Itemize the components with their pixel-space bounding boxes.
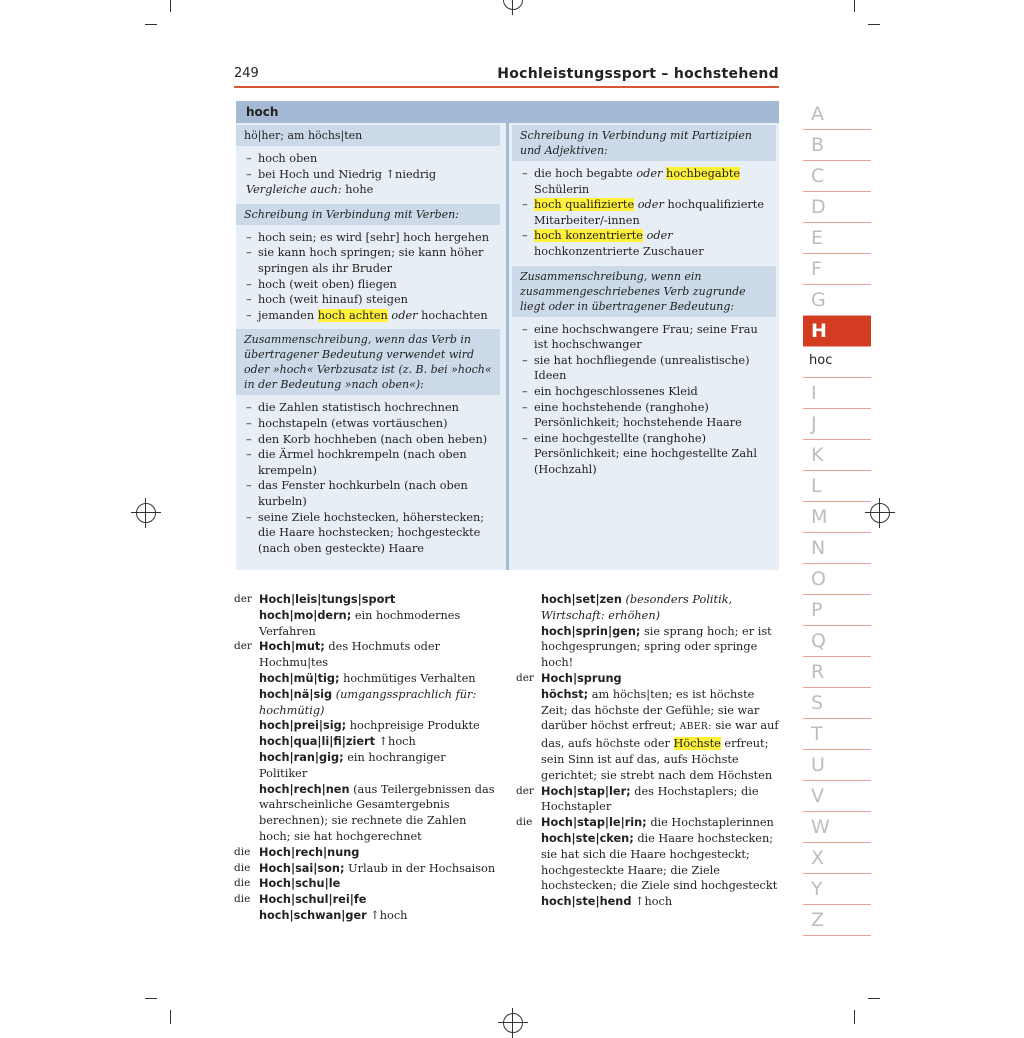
entry-text: ↑hoch: [370, 908, 408, 922]
headword: hoch|mo|dern;: [259, 608, 352, 622]
example-text: die hoch begabte: [534, 167, 633, 180]
headword: hoch|ste|cken;: [541, 831, 634, 845]
example-text: jemanden: [258, 308, 315, 322]
thumb-letter-g[interactable]: G: [803, 285, 871, 316]
thumb-letter-c[interactable]: C: [803, 161, 871, 192]
dictionary-entry: [516, 687, 781, 784]
headword: hoch|mü|tig;: [259, 671, 340, 685]
thumb-active-sub: hoc: [803, 347, 871, 378]
running-head: Hochleistungssport – hochstehend: [497, 66, 779, 82]
registration-mark: [136, 503, 156, 523]
dictionary-entry: [234, 876, 496, 892]
entry-text: ↑hoch: [635, 895, 673, 909]
example-item: – ein hochgeschlossenes Kleid: [522, 384, 768, 400]
headword: Hoch|leis|tungs|sport: [259, 593, 396, 606]
or-word: oder: [636, 167, 663, 180]
thumb-letter-k[interactable]: K: [803, 440, 871, 471]
headword: Hoch|schu|le: [259, 877, 341, 891]
headword: hoch|nä|sig: [259, 687, 333, 701]
example-item: – hoch (weit oben) fliegen: [246, 277, 492, 293]
entry-text: hochpreisige Produkte: [349, 719, 480, 733]
basic-examples: [236, 146, 500, 204]
dictionary-entry: [516, 624, 781, 671]
dictionary-entry: [234, 671, 496, 687]
page-header: [234, 66, 779, 88]
entry-text: die Hochstaplerinnen: [650, 816, 774, 830]
dictionary-entry: [234, 892, 496, 908]
headword: hoch|ste|hend: [541, 895, 632, 909]
or-word: oder: [637, 198, 664, 212]
dictionary-entry: [516, 592, 781, 624]
article: der: [234, 593, 252, 605]
verbs-heading: Schreibung in Verbindung mit Verben:: [236, 204, 500, 225]
see-also: [246, 182, 492, 198]
example-item: – hoch (weit hinauf) steigen: [246, 292, 492, 308]
example-item: – sie kann hoch springen; sie kann höher springen als ihr Bruder: [246, 245, 492, 276]
example-item: – den Korb hochheben (nach oben heben): [246, 432, 492, 448]
entry-text: hochmütiges Verhalten: [343, 671, 476, 685]
headword: Hoch|rech|nung: [259, 845, 360, 859]
merge-heading: Zusammenschreibung, wenn ein zusammengeschriebenes Verb zugrunde liegt oder in übertragener Bedeutung:: [512, 266, 776, 317]
example-item: – hoch oben: [246, 151, 492, 167]
highlighted-term: hoch achten: [317, 308, 388, 322]
thumb-letter-d[interactable]: D: [803, 192, 871, 223]
example-text: Schülerin: [534, 182, 590, 196]
see-also-label: Vergleiche auch:: [246, 183, 342, 197]
thumb-letter-o[interactable]: O: [803, 564, 871, 595]
example-item: – sie hat hochfliegende (unrealistische) Ideen: [522, 353, 768, 384]
entry-text: die Haare hochstecken; sie hat sich die Haare hochgesteckt; hochgesteckte Haare; die Ziele hochstecken; die Ziele sind hochgesteckt: [541, 831, 778, 893]
thumb-letter-f[interactable]: F: [803, 254, 871, 285]
example-item: – eine hochstehende (ranghohe) Persönlichkeit; hochstehende Haare: [522, 400, 768, 431]
dictionary-entry: [234, 639, 496, 671]
thumb-letter-l[interactable]: L: [803, 471, 871, 502]
page-number: 249: [234, 66, 259, 81]
registration-mark: [503, 1013, 523, 1033]
article: die: [516, 816, 533, 829]
dictionary-entry: [234, 861, 496, 877]
highlighted-term: hochbegabte: [666, 167, 741, 180]
dictionary-entry: [234, 750, 496, 782]
example-item: [246, 308, 492, 324]
thumb-letter-m[interactable]: M: [803, 502, 871, 533]
highlighted-term: Höchste: [673, 737, 721, 751]
participle-heading: Schreibung in Verbindung mit Partizipien und Adjektiven:: [512, 125, 776, 161]
crop-mark: [868, 24, 880, 25]
entry-text: ein hochmodernes Verfahren: [259, 608, 461, 638]
entries-right-column: [516, 592, 781, 910]
thumb-letter-b[interactable]: B: [803, 130, 871, 161]
see-also-value: hohe: [345, 183, 374, 197]
headword: hoch|set|zen: [541, 593, 622, 606]
thumb-letter-x[interactable]: X: [803, 843, 871, 874]
article: die: [234, 845, 251, 858]
example-item: – seine Ziele hochstecken, höherstecken; die Haare hochstecken; hochgesteckte (nach oben gesteckte) Haare: [246, 510, 492, 557]
example-item: – bei Hoch und Niedrig ↑niedrig: [246, 167, 492, 183]
thumb-letter-r[interactable]: R: [803, 657, 871, 688]
dictionary-entry: [234, 718, 496, 734]
dictionary-entry: [516, 894, 781, 910]
thumb-letter-i[interactable]: I: [803, 378, 871, 409]
comparison-forms: hö|her; am höchs|ten: [236, 125, 500, 146]
crop-mark: [854, 0, 855, 12]
article: die: [234, 893, 251, 906]
example-text: hochachten: [421, 308, 488, 322]
headword: Hoch|sprung: [541, 671, 622, 685]
merge-examples: [512, 317, 776, 484]
thumb-letter-a[interactable]: A: [803, 99, 871, 130]
headword: hoch|sprin|gen;: [541, 624, 641, 638]
example-item: [522, 197, 768, 228]
entry-text: am höchs|ten; es ist höchste Zeit; das höchste der Gefühle; sie war darüber höchst erfreut;: [541, 687, 760, 733]
example-item: – die Zahlen statistisch hochrechnen: [246, 400, 492, 416]
headword: Hoch|schul|rei|fe: [259, 893, 367, 907]
verb-examples: [236, 225, 500, 330]
example-text: hochqualifizierte Mitarbeiter/-innen: [534, 198, 765, 227]
dictionary-entry: [516, 831, 781, 894]
entry-text: ein hochrangiger Politiker: [259, 750, 446, 780]
crop-mark: [145, 998, 157, 999]
info-box: [236, 101, 779, 570]
example-item: – hoch sein; es wird [sehr] hoch hergehen: [246, 230, 492, 246]
dictionary-entry: [234, 908, 496, 924]
info-box-right-column: [512, 125, 776, 484]
thumb-index: [803, 99, 871, 936]
thumb-letter-e[interactable]: E: [803, 223, 871, 254]
entry-text: sie sprang hoch; er ist hochgesprungen; spring oder springe hoch!: [541, 624, 772, 670]
example-item: – eine hochschwangere Frau; seine Frau ist hochschwanger: [522, 322, 768, 353]
thumb-letter-y[interactable]: Y: [803, 874, 871, 905]
example-text: hochkonzentrierte Zuschauer: [534, 244, 704, 258]
crop-mark: [868, 998, 880, 999]
headword: Hoch|stap|ler;: [541, 784, 631, 798]
example-item: [522, 228, 768, 259]
dictionary-entry: [234, 608, 496, 640]
article: die: [234, 861, 251, 874]
thumb-letter-h[interactable]: H: [803, 316, 871, 347]
thumb-letter-s[interactable]: S: [803, 688, 871, 719]
info-box-left-column: [236, 125, 500, 562]
entry-text: (aus Teilergebnissen das wahrscheinliche Gesamtergebnis berechnen); sie rechnete die Zahlen hoch; sie hat hochgerechnet: [259, 782, 495, 843]
headword: Hoch|sai|son;: [259, 861, 345, 875]
crop-mark: [170, 0, 171, 12]
thumb-letter-z[interactable]: Z: [803, 905, 871, 936]
info-box-divider: [506, 123, 509, 570]
entry-text: des Hochstaplers; die Hochstapler: [541, 784, 759, 814]
registration-mark: [870, 503, 890, 523]
dictionary-entry: [234, 592, 496, 608]
dictionary-entry: [234, 687, 496, 719]
article: der: [516, 671, 534, 684]
headword: Hoch|mut;: [259, 640, 325, 654]
entries-left-column: [234, 592, 496, 924]
thumb-letter-p[interactable]: P: [803, 595, 871, 626]
dictionary-entry: [234, 734, 496, 750]
or-word: oder: [391, 308, 418, 322]
example-item: [522, 166, 768, 197]
dictionary-entry: [516, 815, 781, 831]
dictionary-entry: [516, 671, 781, 687]
headword: höchst;: [541, 687, 589, 701]
thumb-letter-v[interactable]: V: [803, 781, 871, 812]
entry-text: (umgangssprachlich für: hochmütig): [259, 687, 477, 717]
dictionary-entry: [516, 784, 781, 816]
article: der: [516, 784, 534, 797]
headword: Hoch|stap|le|rin;: [541, 816, 647, 830]
compound-heading: Zusammenschreibung, wenn das Verb in übertragener Bedeutung verwendet wird oder »hoch« Verbzusatz ist (z. B. bei »hoch« in der Bedeutung »nach oben«):: [236, 329, 500, 395]
thumb-letter-n[interactable]: N: [803, 533, 871, 564]
headword: hoch|ran|gig;: [259, 750, 344, 764]
example-item: – die Ärmel hochkrempeln (nach oben krempeln): [246, 447, 492, 478]
crop-mark: [170, 1010, 171, 1024]
thumb-letter-q[interactable]: Q: [803, 626, 871, 657]
headword: hoch|prei|sig;: [259, 719, 347, 733]
crop-mark: [854, 1010, 855, 1024]
registration-mark: [503, 0, 523, 10]
dictionary-entry: [234, 782, 496, 845]
article: die: [234, 877, 251, 890]
compound-examples: [236, 395, 500, 562]
participle-examples: [512, 161, 776, 266]
thumb-letter-j[interactable]: J: [803, 409, 871, 440]
thumb-letter-w[interactable]: W: [803, 812, 871, 843]
entry-text: Urlaub in der Hochsaison: [348, 861, 496, 875]
entry-text: des Hochmuts oder Hochmu|tes: [259, 640, 441, 670]
headword: hoch|rech|nen: [259, 782, 350, 796]
highlighted-term: hoch qualifizierte: [534, 198, 635, 212]
crop-mark: [145, 24, 157, 25]
example-item: – das Fenster hochkurbeln (nach oben kurbeln): [246, 478, 492, 509]
article: der: [234, 640, 252, 653]
entry-text: (besonders Politik, Wirtschaft: erhöhen): [541, 593, 733, 622]
entry-text: ↑hoch: [378, 735, 416, 749]
or-word: oder: [646, 229, 673, 243]
aber-marker: ABER:: [679, 722, 712, 733]
thumb-letter-t[interactable]: T: [803, 719, 871, 750]
dictionary-entry: [234, 845, 496, 861]
example-item: – eine hochgestellte (ranghohe) Persönlichkeit; eine hochgestellte Zahl (Hochzahl): [522, 431, 768, 478]
highlighted-term: hoch konzentrierte: [534, 229, 643, 243]
thumb-letter-u[interactable]: U: [803, 750, 871, 781]
headword: hoch|schwan|ger: [259, 908, 367, 922]
headword: hoch|qua|li|fi|ziert: [259, 735, 375, 749]
entry-text: sie war auf das, aufs höchste oder Höchste erfreut; sein Sinn ist auf das, aufs Höchste gerichtet; sie strebt nach dem Höchsten: [541, 719, 779, 782]
example-item: – hochstapeln (etwas vortäuschen): [246, 416, 492, 432]
info-box-title: hoch: [236, 101, 779, 123]
